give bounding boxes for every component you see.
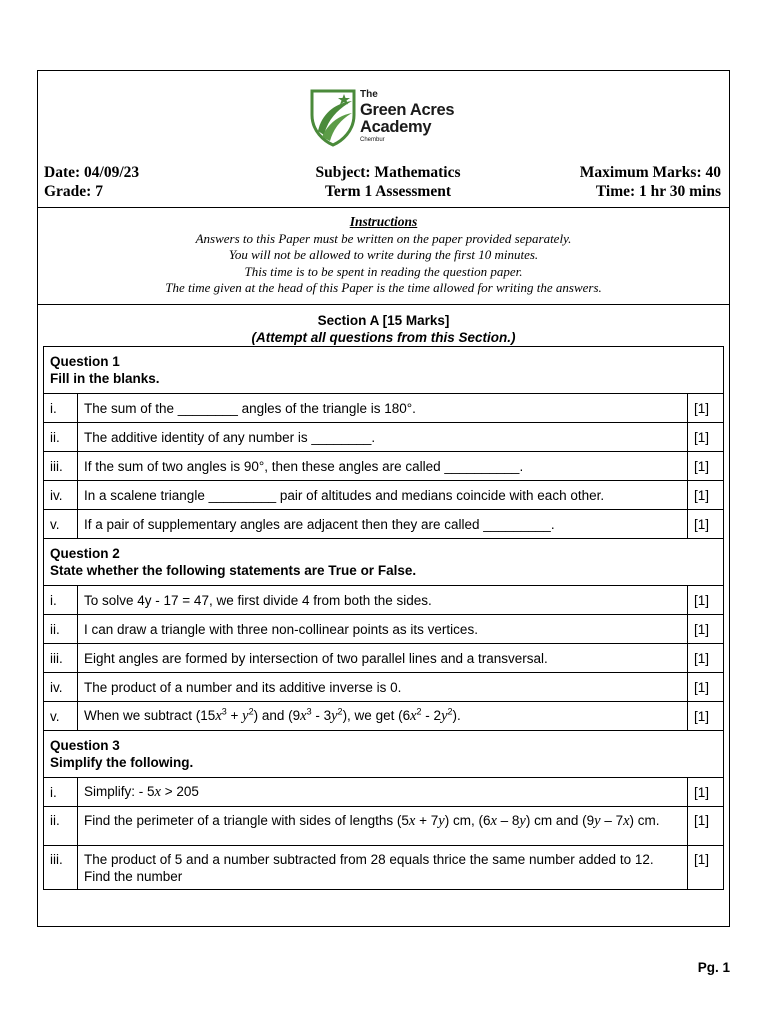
header-right — [580, 163, 721, 201]
item-marks: [1] — [688, 510, 724, 539]
exam-time: Time: 1 hr 30 mins — [595, 183, 721, 200]
header-left — [44, 163, 139, 201]
school-logo — [308, 85, 468, 151]
exam-date: Date: 04/09/23 — [44, 164, 140, 181]
section-title: Section A [15 Marks] — [317, 313, 450, 328]
item-number: i. — [44, 394, 78, 423]
question-row — [44, 673, 724, 702]
question-row — [44, 702, 724, 731]
item-marks: [1] — [688, 481, 724, 510]
item-text: The sum of the ________ angles of the triangle is 180°. — [78, 394, 688, 423]
exam-page-frame — [37, 70, 730, 927]
question-header — [44, 731, 724, 778]
question-header — [44, 347, 724, 394]
item-text: If a pair of supplementary angles are adjacent then they are called _________. — [78, 510, 688, 539]
item-marks: [1] — [688, 807, 724, 846]
item-number: iii. — [44, 452, 78, 481]
question-row — [44, 510, 724, 539]
instruction-line: This time is to be spent in reading the question paper. — [244, 263, 523, 279]
item-text: When we subtract $(15x^3 + y^2)$ and $(9x^3 - 3y^2)$, we get $(6x^2 - 2y^2)$. — [78, 702, 688, 731]
exam-header — [38, 71, 729, 208]
item-number: i. — [44, 586, 78, 615]
item-text: To solve 4y - 17 = 47, we first divide 4 from both the sides. — [78, 586, 688, 615]
school-name-line1: Green Acres — [360, 101, 455, 119]
item-text: Simplify: - 5x > 205 — [78, 778, 688, 807]
item-number: i. — [44, 778, 78, 807]
school-location: Chembur — [360, 137, 385, 143]
instructions-title: Instructions — [349, 214, 418, 229]
exam-max-marks: Maximum Marks: 40 — [579, 164, 721, 181]
item-text: The product of a number and its additive inverse is 0. — [78, 673, 688, 702]
item-marks: [1] — [688, 452, 724, 481]
item-marks: [1] — [688, 394, 724, 423]
item-text: Find the perimeter of a triangle with sides of lengths (5x + 7y) cm, (6x – 8y) cm and (9y – 7x) cm. — [78, 807, 688, 846]
item-text: Eight angles are formed by intersection of two parallel lines and a transversal. — [78, 644, 688, 673]
item-number: iii. — [44, 846, 78, 890]
question-title: Question 2 — [50, 546, 120, 561]
questions-table — [43, 346, 724, 890]
instruction-line: The time given at the head of this Paper is the time allowed for writing the answers. — [165, 280, 602, 295]
item-text: If the sum of two angles is 90°, then these angles are called __________. — [78, 452, 688, 481]
item-marks: [1] — [688, 586, 724, 615]
exam-subject: Subject: Mathematics — [315, 164, 461, 181]
item-number: v. — [44, 510, 78, 539]
item-text: The additive identity of any number is ________. — [78, 423, 688, 452]
instructions-box — [38, 208, 729, 305]
item-text: In a scalene triangle _________ pair of altitudes and medians coincide with each other. — [78, 481, 688, 510]
question-row — [44, 586, 724, 615]
item-marks: [1] — [688, 644, 724, 673]
item-marks: [1] — [688, 846, 724, 890]
school-name-line2: Academy — [360, 117, 432, 136]
item-marks: [1] — [688, 615, 724, 644]
exam-term: Term 1 Assessment — [324, 183, 451, 200]
school-crest-icon — [308, 87, 358, 147]
item-number: ii. — [44, 423, 78, 452]
question-title: Question 3 — [50, 738, 120, 753]
school-name-the: The — [360, 89, 378, 100]
question-instruction: State whether the following statements are True or False. — [50, 563, 417, 578]
item-marks: [1] — [688, 778, 724, 807]
question-row — [44, 807, 724, 846]
item-number: iv. — [44, 673, 78, 702]
item-text: I can draw a triangle with three non-collinear points as its vertices. — [78, 615, 688, 644]
school-name — [360, 90, 454, 143]
question-instruction: Fill in the blanks. — [50, 371, 160, 386]
item-number: v. — [44, 702, 78, 731]
question-row — [44, 846, 724, 890]
section-heading — [38, 312, 729, 346]
section-subtitle: (Attempt all questions from this Section.) — [251, 330, 516, 345]
question-row — [44, 452, 724, 481]
item-number: iv. — [44, 481, 78, 510]
item-marks: [1] — [688, 423, 724, 452]
question-row — [44, 615, 724, 644]
header-center — [308, 163, 468, 201]
question-header — [44, 539, 724, 586]
question-instruction: Simplify the following. — [50, 755, 194, 770]
instruction-line: You will not be allowed to write during the first 10 minutes. — [228, 247, 539, 262]
item-number: iii. — [44, 644, 78, 673]
instruction-line: Answers to this Paper must be written on the paper provided separately. — [195, 230, 572, 246]
item-text: The product of 5 and a number subtracted from 28 equals thrice the same number added to 12. Find the number — [78, 846, 688, 890]
question-title: Question 1 — [50, 354, 120, 369]
question-row — [44, 394, 724, 423]
item-marks: [1] — [688, 673, 724, 702]
question-row — [44, 644, 724, 673]
question-row — [44, 423, 724, 452]
question-row — [44, 481, 724, 510]
question-row — [44, 778, 724, 807]
item-marks: [1] — [688, 702, 724, 731]
item-number: ii. — [44, 807, 78, 846]
page-number: Pg. 1 — [697, 960, 730, 975]
exam-grade: Grade: 7 — [44, 183, 103, 200]
item-number: ii. — [44, 615, 78, 644]
